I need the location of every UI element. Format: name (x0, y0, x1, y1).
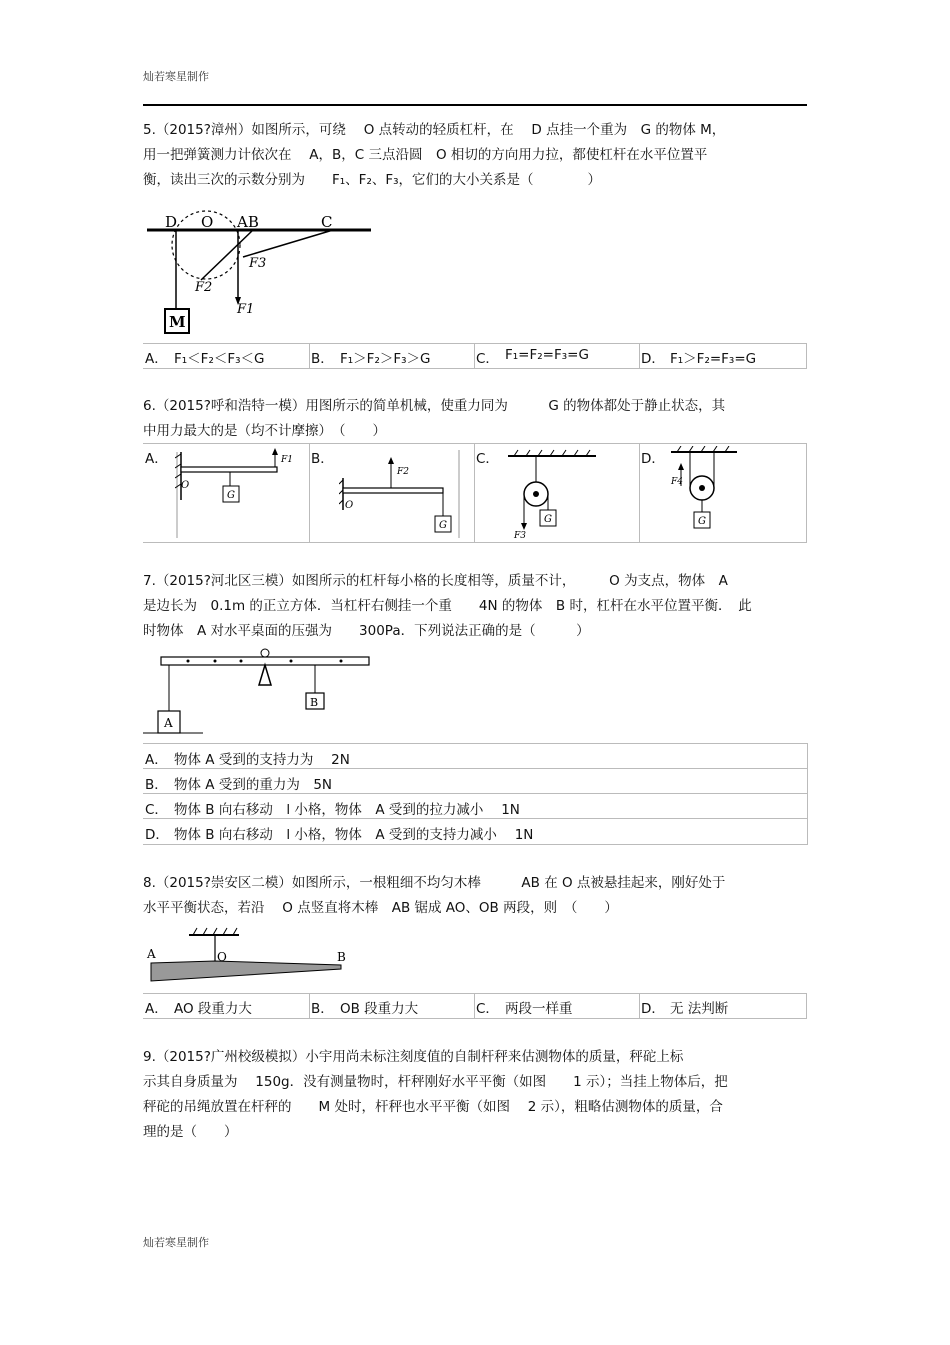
question-line: 6.（2015?呼和浩特一模）用图所示的简单机械，使重力同为 G 的物体都处于静止状态，其 (143, 398, 726, 414)
option-text: F₁＞F₂=F₃=G (670, 351, 757, 367)
question-line: 5.（2015?漳州）如图所示，可绕 O 点转动的轻质杠杆，在 D 点挂一个重为 G 的物体 M， (143, 122, 726, 138)
option-label: D． (641, 351, 665, 367)
q7-option-D[interactable] (143, 818, 808, 845)
q7-option-C[interactable] (143, 793, 808, 819)
question-8-text (143, 871, 808, 921)
page-header: 灿若寒星制作 (143, 70, 209, 83)
option-label: C． (476, 351, 499, 367)
option-text: 物体 A 受到的支持力为 2N (174, 752, 350, 768)
option-label: A． (145, 451, 168, 467)
force-label: F3 (514, 531, 526, 540)
question-line: 9.（2015?广州校级模拟）小宇用尚未标注刻度值的自制杆秤来估测物体的质量，秤砣上标 (143, 1049, 684, 1065)
block-A-label: A (164, 716, 173, 730)
question-line: 水平平衡状态，若沿 O 点竖直将木棒 AB 锯成 AO、OB 两段，则 （ ） (143, 900, 618, 916)
question-6-text (143, 394, 808, 444)
option-label: A． (145, 1001, 168, 1017)
option-text: 物体 B 向右移动 l 小格，物体 A 受到的拉力减小 1N (174, 802, 520, 818)
question-5-text (143, 118, 808, 193)
weight-label: G (227, 490, 235, 501)
mass-M-label: M (169, 313, 186, 331)
weight-label: G (698, 516, 706, 527)
question-line: 衡，读出三次的示数分别为 F₁、F₂、F₃，它们的大小关系是（ ） (143, 172, 602, 188)
option-B[interactable] (309, 444, 475, 542)
option-A[interactable] (143, 994, 310, 1018)
q6-b-figure (339, 448, 471, 540)
q6-a-figure (175, 448, 307, 540)
option-text: OB 段重力大 (340, 1001, 419, 1017)
question-line: 中用力最大的是（均不计摩擦） （ ） (143, 423, 386, 439)
question-line: 7.（2015?河北区三模）如图所示的杠杆每小格的长度相等，质量不计， O 为支点，物体 A (143, 573, 728, 589)
q5-lever-figure (143, 205, 378, 340)
option-text: 物体 B 向右移动 l 小格，物体 A 受到的支持力减小 1N (174, 827, 534, 843)
option-A[interactable] (143, 344, 310, 368)
q6-d-figure (667, 446, 803, 540)
option-D[interactable] (639, 344, 807, 368)
point-D-label: D (165, 213, 178, 231)
option-label: C． (476, 1001, 499, 1017)
option-A[interactable] (143, 444, 310, 542)
option-text: AO 段重力大 (174, 1001, 252, 1017)
q8-rod-figure (143, 925, 353, 991)
option-label: C． (476, 451, 499, 467)
option-text: 无 法判断 (670, 1001, 729, 1017)
question-line: 秤砣的吊绳放置在杆秤的 M 处时，杆秤也水平平衡（如图 2 示），粗略估测物体的质量，合 (143, 1099, 723, 1115)
option-label: D． (641, 451, 665, 467)
question-line: 8.（2015?崇安区二模）如图所示，一根粗细不均匀木棒 AB 在 O 点被悬挂起来，刚好处于 (143, 875, 726, 891)
q6-options (143, 443, 807, 543)
point-C-label: C (321, 213, 333, 231)
option-text: 两段一样重 (505, 1001, 573, 1017)
option-label: B． (311, 1001, 334, 1017)
question-line: 示其自身质量为 150g．没有测量物时，杆秤刚好水平平衡（如图 1 示）；当挂上物体后，把 (143, 1074, 728, 1090)
question-line: 时物体 A 对水平桌面的压强为 300Pa．下列说法正确的是（ ） (143, 623, 590, 639)
option-label: D． (145, 827, 169, 843)
option-label: A． (145, 351, 168, 367)
option-C[interactable] (474, 994, 640, 1018)
q8-options (143, 993, 807, 1019)
option-D[interactable] (639, 444, 807, 542)
question-line: 理的是（ ） (143, 1124, 238, 1140)
option-D[interactable] (639, 994, 807, 1018)
question-line: 用一把弹簧测力计依次在 A，B，C 三点沿圆 O 相切的方向用力拉，都使杠杆在水平位置平 (143, 147, 708, 163)
force-label: F1 (281, 455, 293, 465)
force-F2-label: F2 (195, 280, 213, 295)
option-label: B． (145, 777, 168, 793)
q7-option-A[interactable] (143, 743, 808, 769)
option-label: B． (311, 451, 334, 467)
option-label: C． (145, 802, 168, 818)
option-label: A． (145, 752, 168, 768)
option-text: F₁＜F₂＜F₃＜G (174, 351, 265, 367)
weight-label: G (544, 514, 552, 525)
pivot-label: O (345, 500, 354, 511)
q5-options (143, 343, 807, 369)
page-footer: 灿若寒星制作 (143, 1236, 209, 1249)
force-F3-label: F3 (249, 256, 267, 271)
q7-option-B[interactable] (143, 768, 808, 794)
force-F1-label: F1 (237, 302, 255, 317)
option-label: B． (311, 351, 334, 367)
point-AB-label: AB (237, 213, 259, 231)
question-7-text (143, 569, 808, 644)
option-B[interactable] (309, 994, 475, 1018)
force-label: F4 (671, 477, 683, 487)
rod-end-A-label: A (147, 947, 156, 961)
point-O-label: O (201, 213, 214, 231)
pivot-label: O (181, 480, 190, 491)
force-label: F2 (397, 467, 409, 477)
header-rule (143, 104, 807, 106)
q7-lever-figure (143, 645, 378, 740)
option-text: F₁＞F₂＞F₃＞G (340, 351, 431, 367)
question-line: 是边长为 0.1m 的正立方体．当杠杆右侧挂一个重 4N 的物体 B 时，杠杆在水平位置平衡． 此 (143, 598, 752, 614)
option-text: 物体 A 受到的重力为 5N (174, 777, 333, 793)
q6-c-figure (504, 448, 636, 540)
option-C[interactable] (474, 444, 640, 542)
block-B-label: B (310, 696, 319, 709)
rod-end-B-label: B (337, 950, 346, 964)
option-C[interactable] (474, 344, 640, 368)
option-label: D． (641, 1001, 665, 1017)
weight-label: G (439, 520, 447, 531)
pivot-O-label: O (217, 950, 227, 964)
option-B[interactable] (309, 344, 475, 368)
question-9-text (143, 1045, 808, 1145)
option-text: F₁=F₂=F₃=G (505, 347, 589, 363)
